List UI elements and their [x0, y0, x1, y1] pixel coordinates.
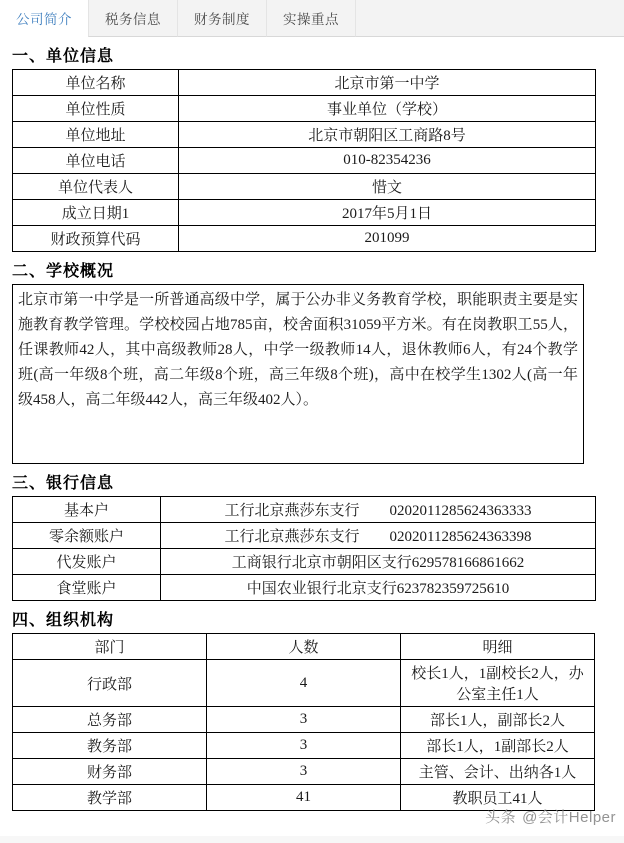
section-title-organization: 四、组织机构 — [12, 612, 115, 629]
tab-tax-info[interactable] — [88, 0, 177, 37]
tab-label: 财务制度 — [194, 12, 250, 27]
unit-info-value: 010-82354236 — [179, 148, 596, 174]
org-dept: 总务部 — [13, 707, 207, 733]
table-row — [13, 759, 595, 785]
org-detail: 教职员工41人 — [401, 785, 595, 811]
watermark-source: 头条 — [485, 809, 517, 826]
document-body — [0, 43, 624, 811]
table-row — [13, 549, 596, 575]
unit-info-label: 单位名称 — [13, 70, 179, 96]
table-row — [13, 148, 596, 174]
org-header-count: 人数 — [207, 634, 401, 660]
table-row — [13, 96, 596, 122]
bank-account-number: 0202011285624363333 — [389, 503, 532, 519]
tab-company-profile[interactable] — [0, 0, 88, 37]
unit-info-value: 2017年5月1日 — [179, 200, 596, 226]
bank-branch-name: 工行北京燕莎东支行 — [224, 503, 360, 519]
table-row — [13, 523, 596, 549]
table-row — [13, 733, 595, 759]
unit-info-label: 单位地址 — [13, 122, 179, 148]
tab-label: 公司简介 — [16, 12, 72, 27]
org-dept: 行政部 — [13, 660, 207, 707]
org-detail: 部长1人，副部长2人 — [401, 707, 595, 733]
unit-info-table — [12, 69, 596, 252]
tab-practice-points[interactable] — [266, 0, 355, 37]
bank-branch-name: 工行北京燕莎东支行 — [224, 529, 360, 545]
table-row — [13, 122, 596, 148]
section-title-school-overview: 二、学校概况 — [12, 263, 115, 280]
table-row — [13, 785, 595, 811]
unit-info-label: 单位代表人 — [13, 174, 179, 200]
unit-info-value: 北京市朝阳区工商路8号 — [179, 122, 596, 148]
org-header-detail: 明细 — [401, 634, 595, 660]
table-row — [13, 200, 596, 226]
section-title-unit-info: 一、单位信息 — [12, 48, 115, 65]
bank-account-label: 代发账户 — [13, 549, 161, 575]
tab-label: 税务信息 — [105, 12, 161, 27]
org-count: 3 — [207, 733, 401, 759]
org-header-dept: 部门 — [13, 634, 207, 660]
unit-info-value: 201099 — [179, 226, 596, 252]
table-row — [13, 707, 595, 733]
bank-account-value — [161, 497, 596, 523]
unit-info-label: 单位电话 — [13, 148, 179, 174]
org-detail: 部长1人，1副部长2人 — [401, 733, 595, 759]
bank-account-label: 基本户 — [13, 497, 161, 523]
org-detail: 主管、会计、出纳各1人 — [401, 759, 595, 785]
org-dept: 财务部 — [13, 759, 207, 785]
bank-account-value: 工商银行北京市朝阳区支行629578166861662 — [161, 549, 596, 575]
tab-list — [0, 0, 355, 37]
org-dept: 教务部 — [13, 733, 207, 759]
table-header-row — [13, 634, 595, 660]
tab-finance-system[interactable] — [177, 0, 266, 37]
bank-info-table — [12, 496, 596, 601]
bank-account-label: 零余额账户 — [13, 523, 161, 549]
tab-bar-filler — [355, 0, 624, 37]
unit-info-label: 成立日期1 — [13, 200, 179, 226]
org-detail: 校长1人，1副校长2人，办公室主任1人 — [401, 660, 595, 707]
table-row — [13, 497, 596, 523]
tab-label: 实操重点 — [283, 12, 339, 27]
org-count: 3 — [207, 759, 401, 785]
tab-bar — [0, 0, 624, 37]
bank-account-label: 食堂账户 — [13, 575, 161, 601]
bank-account-value: 中国农业银行北京支行623782359725610 — [161, 575, 596, 601]
unit-info-value: 惜文 — [179, 174, 596, 200]
organization-table — [12, 633, 595, 811]
unit-info-label: 财政预算代码 — [13, 226, 179, 252]
org-count: 4 — [207, 660, 401, 707]
school-overview-paragraph: 北京市第一中学是一所普通高级中学，属于公办非义务教育学校，职能职责主要是实施教育教学管理。学校校园占地785亩，校舍面积31059平方米。有在岗教职工55人，任课教师42人，其中高级教师28人，中学一级教师14人，退休教师6人，有24个教学班(高一年级8个班，高二年级8个班，高三年级8个班)，高中在校学生1302人(高一年级458人，高二年级442人，高三年级402人）。 — [12, 284, 584, 464]
bank-account-number: 0202011285624363398 — [389, 529, 532, 545]
bank-account-value — [161, 523, 596, 549]
section-title-bank-info: 三、银行信息 — [12, 475, 115, 492]
unit-info-value: 北京市第一中学 — [179, 70, 596, 96]
table-row — [13, 70, 596, 96]
table-row — [13, 174, 596, 200]
org-count: 41 — [207, 785, 401, 811]
table-row — [13, 660, 595, 707]
unit-info-label: 单位性质 — [13, 96, 179, 122]
watermark-handle: @会计Helper — [522, 809, 616, 826]
org-count: 3 — [207, 707, 401, 733]
table-row — [13, 226, 596, 252]
org-dept: 教学部 — [13, 785, 207, 811]
table-row — [13, 575, 596, 601]
page-bottom-strip — [0, 836, 624, 843]
unit-info-value: 事业单位（学校） — [179, 96, 596, 122]
